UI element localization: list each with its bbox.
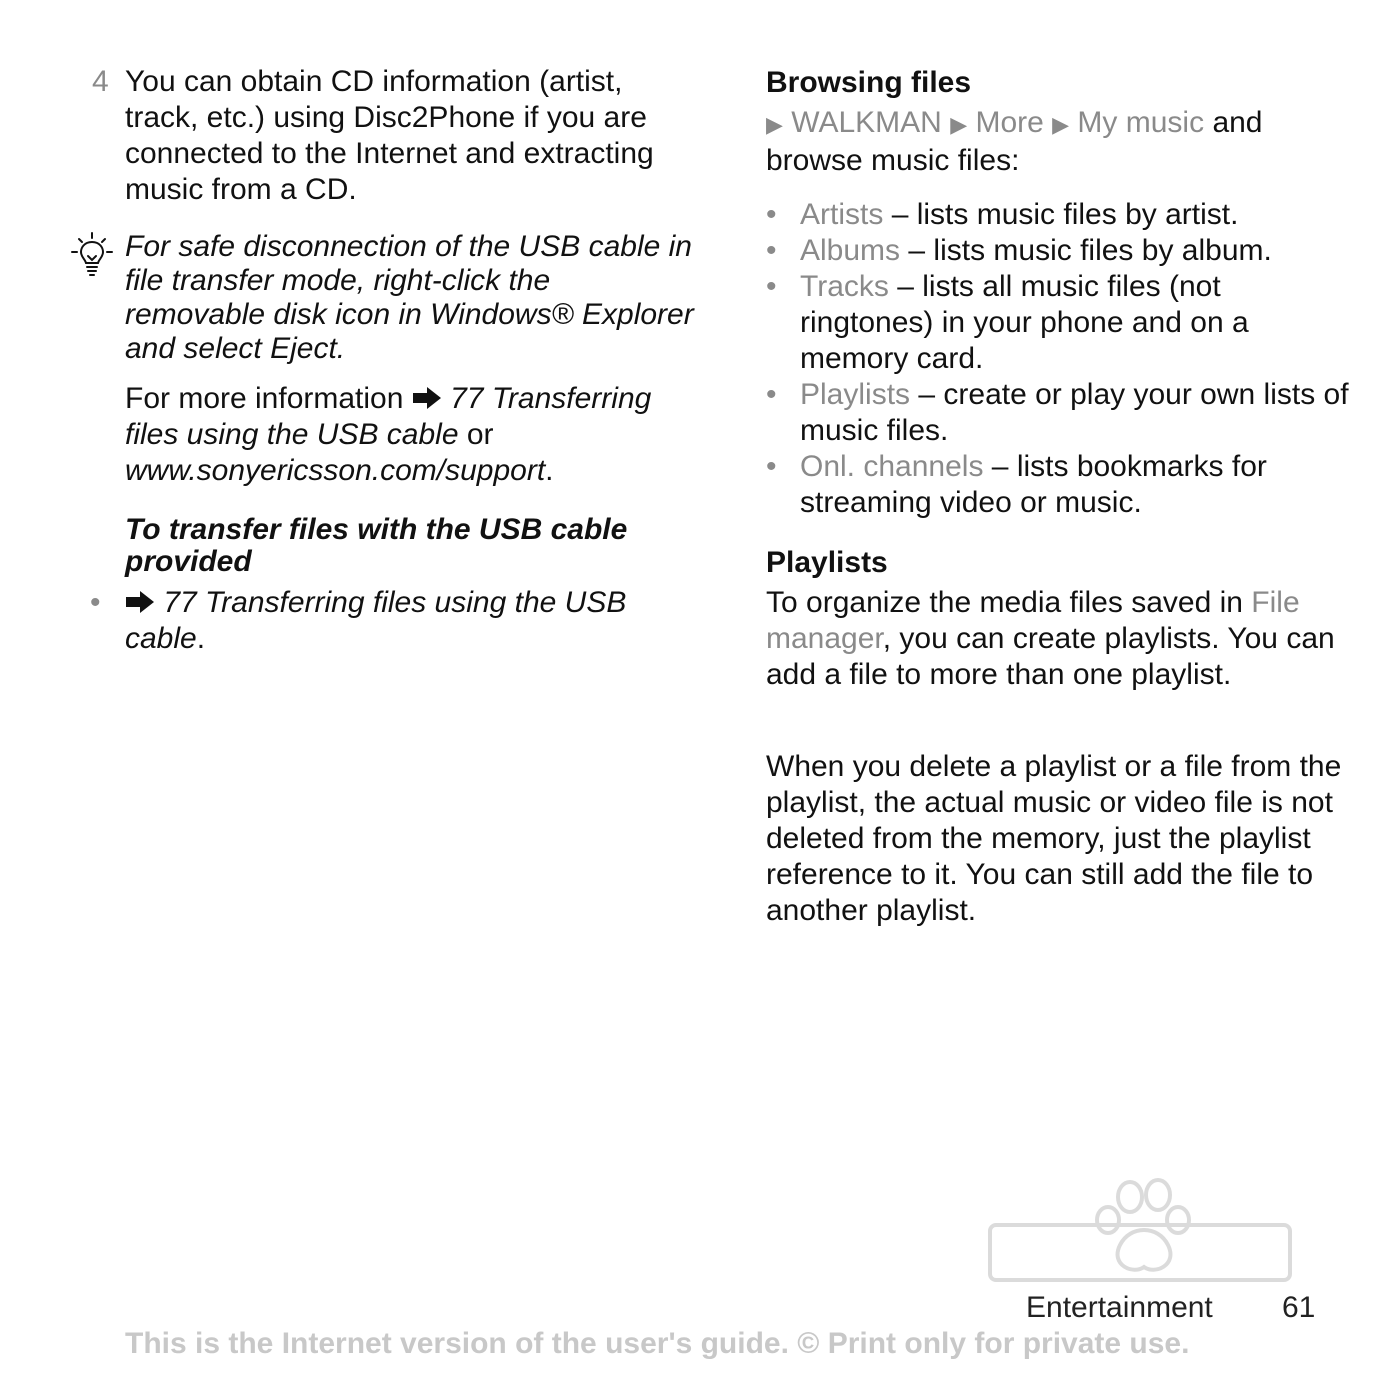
browse-options-list <box>766 197 1356 521</box>
more-info-ref-link[interactable]: 77 Transferring files using the USB cable <box>125 382 652 451</box>
lightbulb-icon <box>70 232 114 280</box>
playlists-paragraph-2: When you delete a playlist or a file from the playlist, the actual music or video file is not deleted from the memory, just the playlist reference to it. You can still add the file to another playlist. <box>766 750 1342 927</box>
menu-path-more: More <box>975 106 1044 139</box>
more-info-prefix: For more information <box>125 382 404 415</box>
page-number: 61 <box>1282 1291 1316 1324</box>
menu-path-suffix: and browse music files: <box>766 106 1263 177</box>
file-manager-term: File manager <box>766 586 1300 655</box>
option-tracks: Tracks <box>800 270 889 303</box>
menu-path-walkman: WALKMAN <box>791 106 942 139</box>
triangle-right-icon: ▶ <box>766 112 783 137</box>
option-playlists: Playlists <box>800 378 911 411</box>
step-text: You can obtain CD information (artist, track, etc.) using Disc2Phone if you are connected to the Internet and extracting music from a CD. <box>125 65 654 206</box>
option-onl-channels: Onl. channels <box>800 450 984 483</box>
footer-section-name: Entertainment <box>1026 1291 1213 1324</box>
menu-path-my-music: My music <box>1077 106 1205 139</box>
arrow-right-icon <box>125 590 155 614</box>
playlists-heading: Playlists <box>766 546 888 579</box>
support-url-link[interactable]: www.sonyericsson.com/support <box>125 454 546 487</box>
usb-disconnect-tip: For safe disconnection of the USB cable in file transfer mode, right-click the removable disk icon in Windows® Explorer and select Eject. <box>125 230 694 365</box>
watermark-logo <box>980 1175 1300 1305</box>
arrow-right-icon <box>412 386 442 410</box>
menu-path <box>766 105 1356 179</box>
list-item: • Artists – lists music files by artist. <box>766 198 1239 231</box>
transfer-ref-link[interactable]: 77 Transferring files using the USB cable <box>125 586 627 655</box>
list-item: • Albums – lists music files by album. <box>766 234 1272 267</box>
list-item: • Onl. channels – lists bookmarks for streaming video or music. <box>766 450 1267 519</box>
triangle-right-icon: ▶ <box>1052 112 1070 137</box>
list-item: • Playlists – create or play your own lists of music files. <box>766 378 1349 447</box>
transfer-heading: To transfer files with the USB cable provided <box>125 513 628 578</box>
option-artists: Artists <box>800 198 884 231</box>
playlists-paragraph-1: To organize the media files saved in File manager, you can create playlists. You can add a file to more than one playlist. <box>766 586 1335 691</box>
footer-disclaimer: This is the Internet version of the user's guide. © Print only for private use. <box>125 1327 1190 1360</box>
browsing-files-heading: Browsing files <box>766 66 972 99</box>
triangle-right-icon: ▶ <box>950 112 968 137</box>
more-information: For more information 77 Transferring files using the USB cable or www.sonyericsson.com/support. <box>125 382 652 487</box>
list-item: • Tracks – lists all music files (not ringtones) in your phone and on a memory card. <box>766 270 1249 375</box>
bullet: • <box>90 586 101 619</box>
option-albums: Albums <box>800 234 901 267</box>
step-number: 4 <box>92 65 109 98</box>
more-info-or: or <box>466 418 494 451</box>
